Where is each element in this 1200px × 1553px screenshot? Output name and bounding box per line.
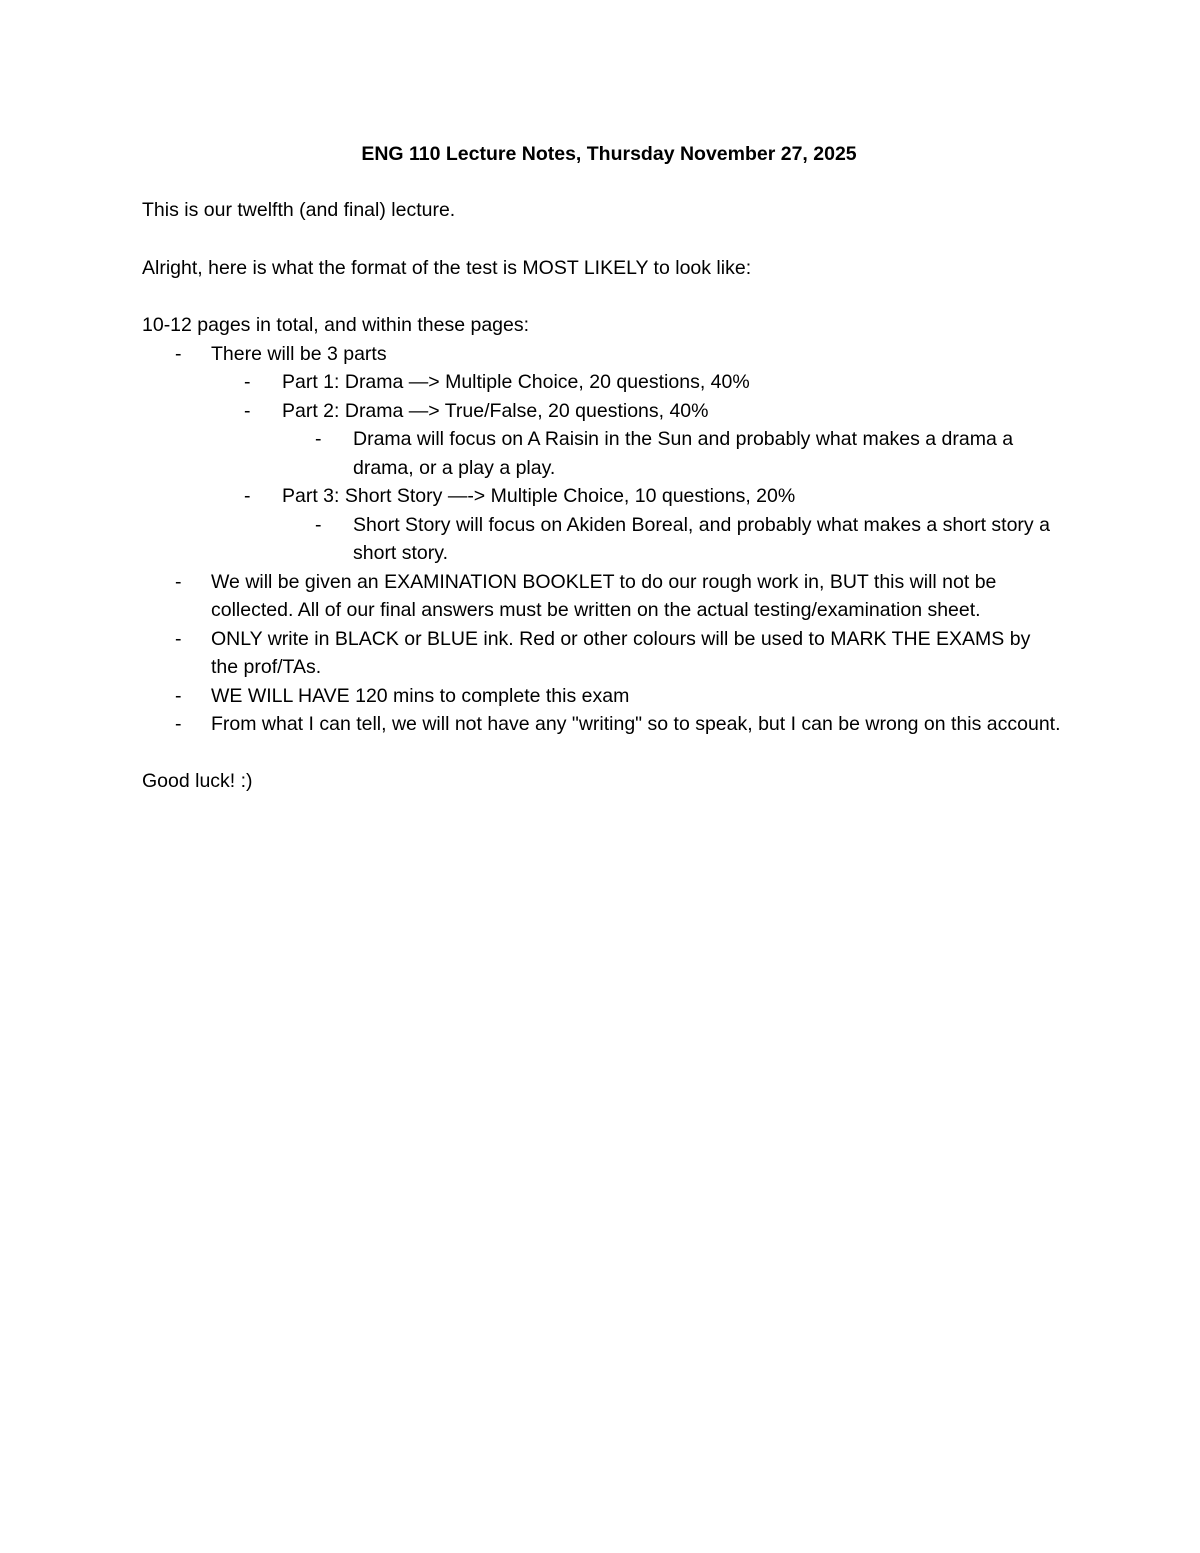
list-item: [211, 482, 1062, 568]
dash-bullet: -: [175, 713, 182, 735]
list-item: [282, 511, 1062, 568]
time-text: WE WILL HAVE 120 mins to complete this exam: [211, 684, 630, 707]
drama-focus-text: Drama will focus on A Raisin in the Sun and probably what makes a drama a drama, or a play a play.: [353, 428, 1014, 479]
document-title: ENG 110 Lecture Notes, Thursday November 27, 2025: [361, 143, 857, 165]
part-2-detail-list: [211, 425, 1062, 482]
list-item: [142, 710, 1062, 739]
dash-bullet: -: [244, 399, 251, 422]
dash-bullet: -: [175, 684, 182, 707]
ink-text: ONLY write in BLACK or BLUE ink. Red or other colours will be used to MARK THE EXAMS by the prof/TAs.: [211, 627, 1031, 678]
dash-bullet: -: [244, 485, 251, 507]
booklet-text: We will be given an EXAMINATION BOOKLET to do our rough work in, BUT this will not be collected. All of our final answers must be written on the actual testing/examination sheet.: [211, 570, 997, 621]
list-item: [142, 568, 1062, 625]
list-item: [211, 397, 1062, 483]
pages-line: 10-12 pages in total, and within these pages:: [142, 314, 530, 336]
exam-format-list: [142, 340, 1062, 739]
intro-paragraph: This is our twelfth (and final) lecture.: [142, 199, 456, 221]
list-item: [142, 340, 1062, 568]
format-intro-paragraph: Alright, here is what the format of the test is MOST LIKELY to look like:: [142, 256, 752, 279]
part-2-text: Part 2: Drama —> True/False, 20 questions, 40%: [282, 399, 709, 422]
short-story-focus-text: Short Story will focus on Akiden Boreal, and probably what makes a short story a short story.: [353, 513, 1050, 564]
part-3-detail-list: [211, 511, 1062, 568]
list-item: [142, 682, 1062, 711]
list-item: [211, 368, 1062, 397]
part-1-text: Part 1: Drama —> Multiple Choice, 20 questions, 40%: [282, 371, 750, 393]
closing-paragraph: Good luck! :): [142, 769, 253, 792]
dash-bullet: -: [244, 371, 251, 393]
list-item: [282, 425, 1062, 482]
document-page: [142, 138, 1062, 795]
list-item-text: There will be 3 parts: [211, 342, 387, 365]
dash-bullet: -: [175, 627, 182, 650]
parts-list: [142, 368, 1062, 568]
dash-bullet: -: [175, 570, 182, 593]
dash-bullet: -: [175, 342, 182, 365]
dash-bullet: -: [315, 513, 322, 536]
writing-text: From what I can tell, we will not have any "writing" so to speak, but I can be wrong on this account.: [211, 713, 1061, 735]
dash-bullet: -: [315, 428, 322, 450]
part-3-text: Part 3: Short Story —-> Multiple Choice, 10 questions, 20%: [282, 485, 796, 507]
list-item: [142, 625, 1062, 682]
